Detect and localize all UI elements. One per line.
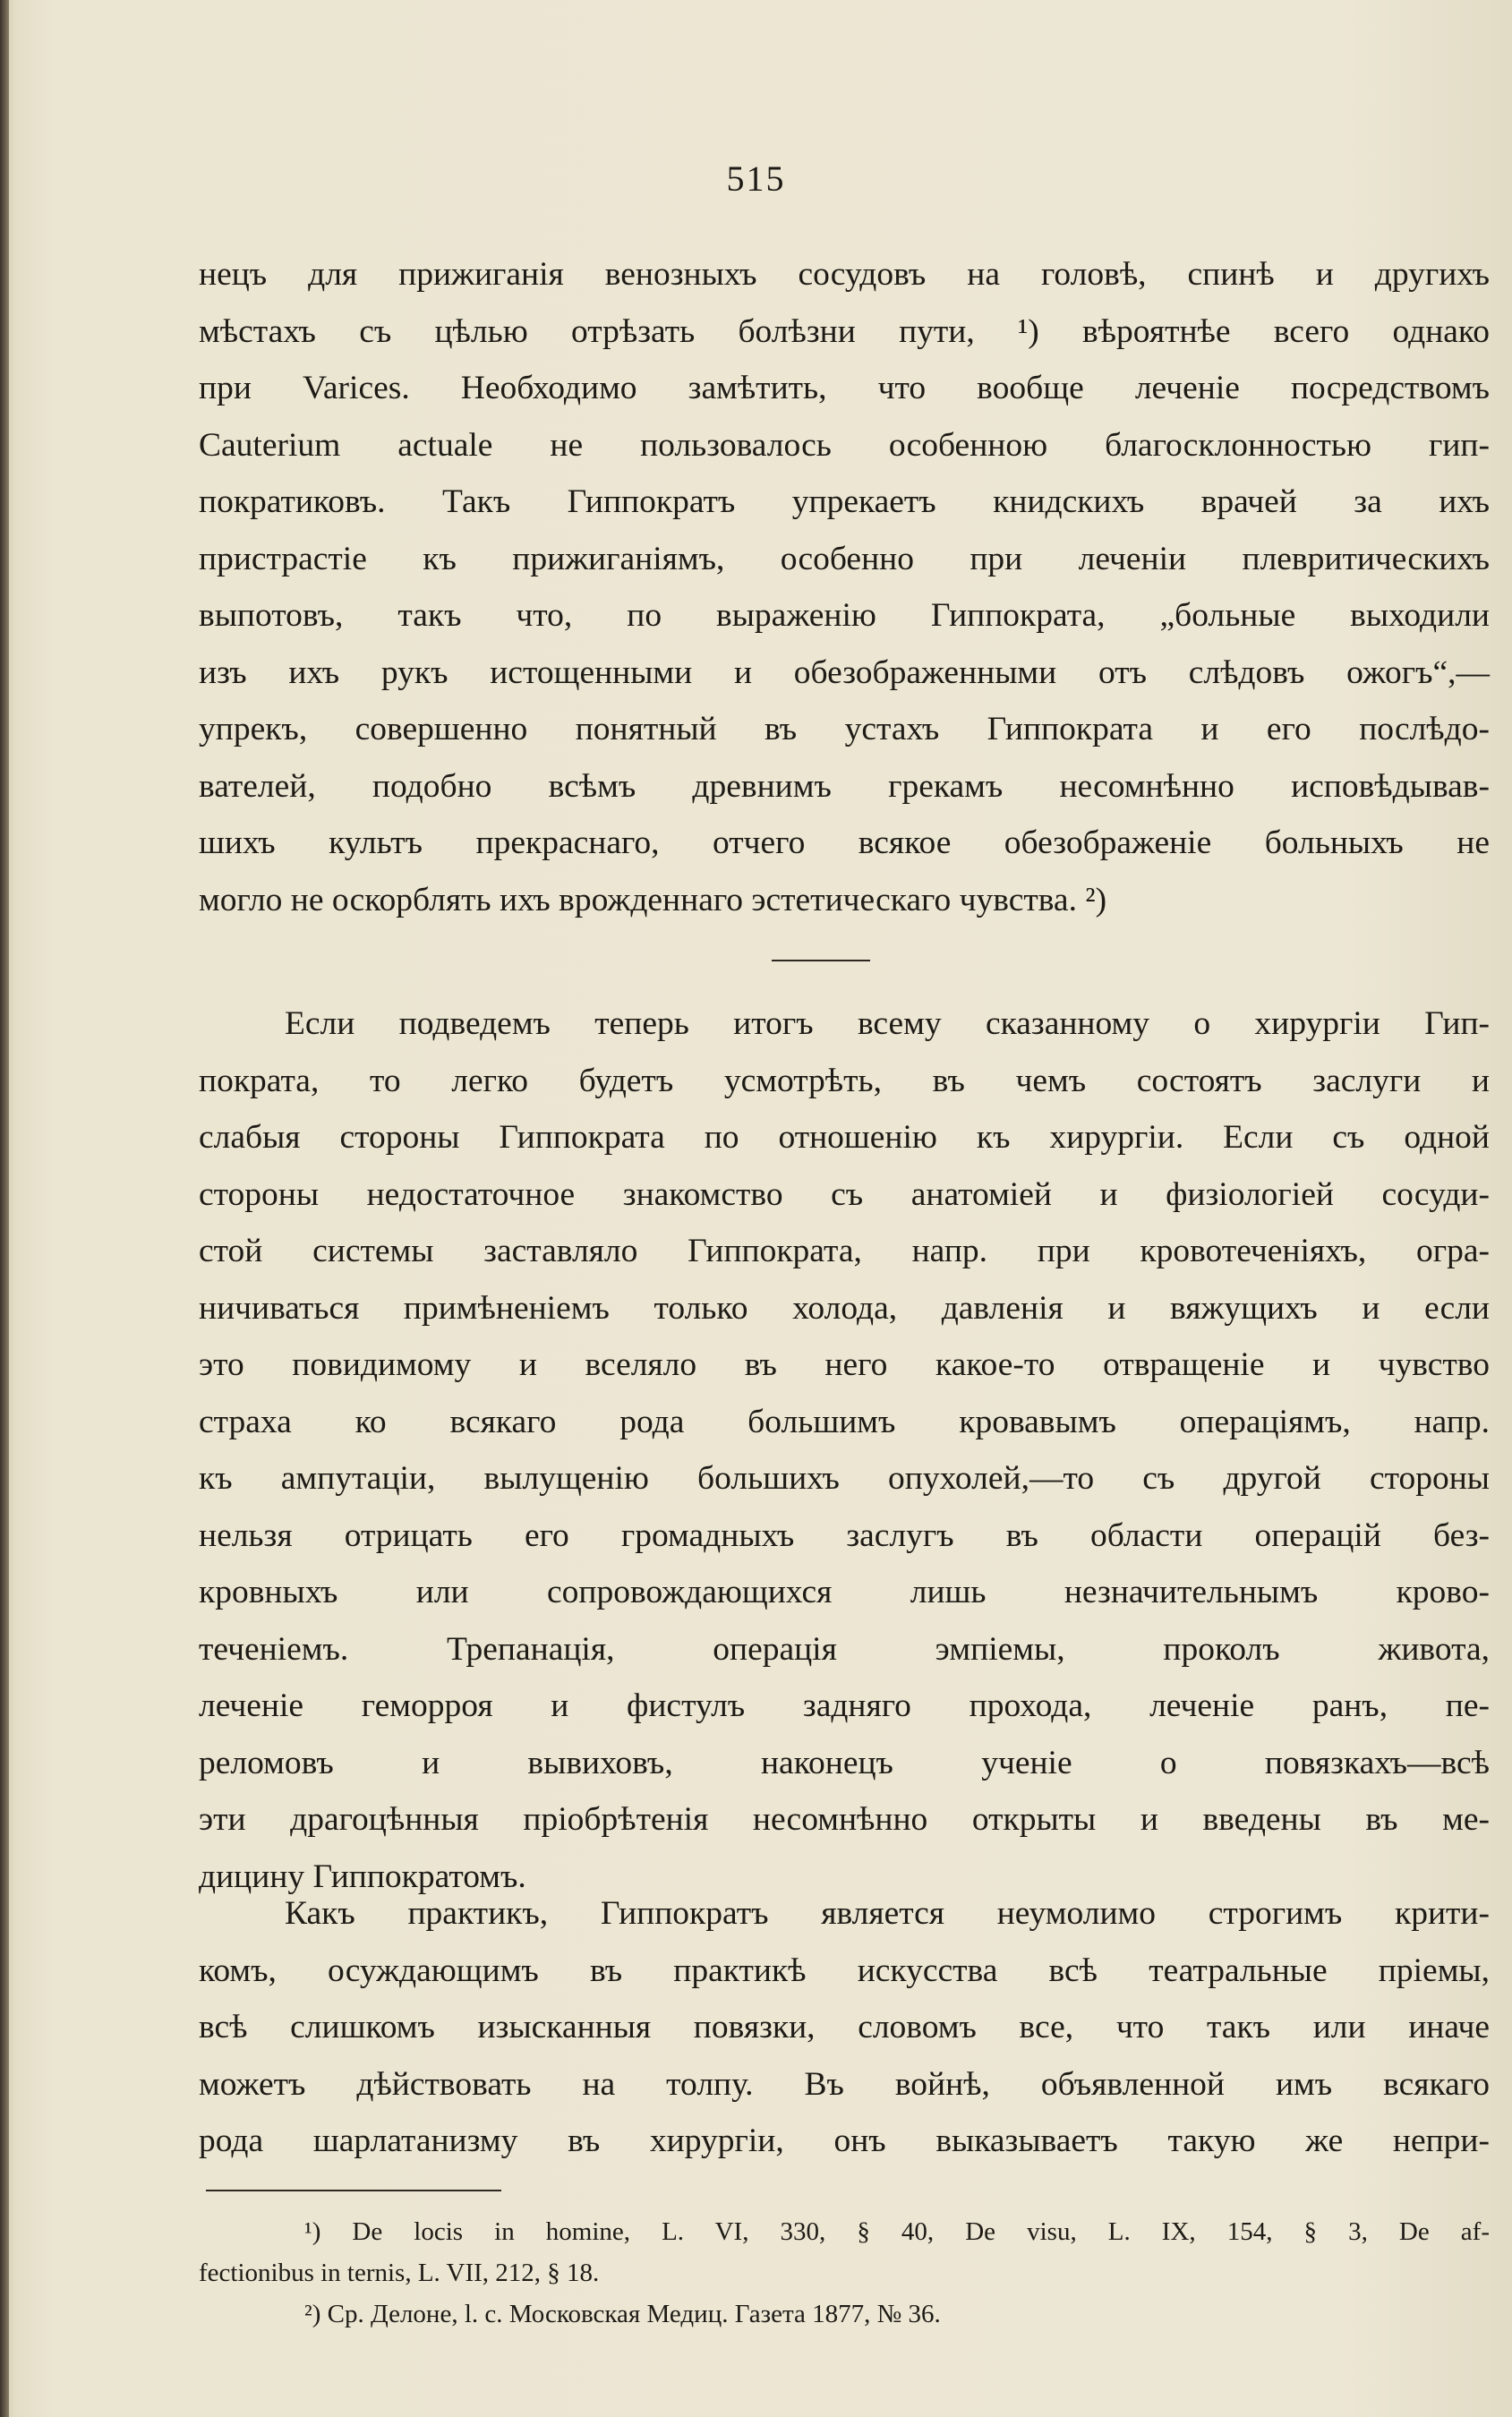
text-line: Если подведемъ теперь итогъ всему сказанному о хирургіи Гип- (285, 1005, 1490, 1042)
text-line: Cauterium actuale не пользовалось особенною благосклонностью гип- (199, 426, 1490, 464)
text-line: эти драгоцѣнныя пріобрѣтенія несомнѣнно открыты и введены въ ме- (199, 1801, 1490, 1838)
text-line: могло не оскорблять ихъ врожденнаго эстетическаго чувства. ²) (199, 881, 1107, 918)
text-line: при Varices. Необходимо замѣтить, что вообще леченіе посредствомъ (199, 370, 1490, 406)
text-line: выпотовъ, такъ что, по выраженію Гиппократа, „больные выходили (199, 597, 1490, 634)
footnote-2: ²) Ср. Делоне, l. c. Московская Медиц. Газета 1877, № 36. (304, 2300, 941, 2328)
text-line: это повидимому и вселяло въ него какое-то отвращеніе и чувство (199, 1346, 1490, 1383)
text-line: всѣ слишкомъ изысканныя повязки, словомъ все, что такъ или иначе (199, 2009, 1490, 2045)
text-line: къ ампутаціи, вылущенію большихъ опухолей,—то съ другой стороны (199, 1460, 1490, 1497)
text-line: комъ, осуждающимъ въ практикѣ искусства всѣ театральные пріемы, (199, 1952, 1490, 1989)
text-line: пократа, то легко будетъ усмотрѣть, въ чемъ состоятъ заслуги и (199, 1062, 1490, 1099)
footnote-1-continuation: fectionibus in ternis, L. VII, 212, § 18. (199, 2259, 600, 2287)
section-divider (772, 960, 870, 961)
text-line: кровныхъ или сопровождающихся лишь незначительнымъ крово- (199, 1574, 1490, 1610)
text-line: рода шарлатанизму въ хирургіи, онъ выказываетъ такую же непри- (199, 2122, 1490, 2159)
text-line: стороны недостаточное знакомство съ анатоміей и физіологіей сосуди- (199, 1175, 1490, 1213)
text-line: реломовъ и вывиховъ, наконецъ ученіе о повязкахъ—всѣ (199, 1744, 1490, 1781)
text-line: ничиваться примѣненіемъ только холода, давленія и вяжущихъ и если (199, 1289, 1490, 1327)
text-line: пократиковъ. Такъ Гиппократъ упрекаетъ книдскихъ врачей за ихъ (199, 483, 1490, 520)
text-line: стой системы заставляло Гиппократа, напр. при кровотеченіяхъ, огра- (199, 1233, 1490, 1269)
paragraph-summary (199, 995, 1490, 1905)
footnotes (199, 2211, 1490, 2335)
footnote-divider (206, 2190, 501, 2191)
footnote-1: ¹) De locis in homine, L. VI, 330, § 40, De visu, L. IX, 154, § 3, De af- (304, 2217, 1490, 2246)
text-line: страха ко всякаго рода большимъ кровавымъ операціямъ, напр. (199, 1403, 1490, 1440)
text-line: нельзя отрицать его громадныхъ заслугъ въ области операцій без- (199, 1516, 1490, 1554)
text-line: мѣстахъ съ цѣлью отрѣзать болѣзни пути, ¹) вѣроятнѣе всего однако (199, 312, 1490, 350)
text-line: упрекъ, совершенно понятный въ устахъ Гиппократа и его послѣдо- (199, 711, 1490, 747)
book-spine-edge (0, 0, 9, 2417)
page-number: 515 (726, 158, 786, 199)
paragraph-cauterium (199, 246, 1490, 928)
text-line: леченіе геморроя и фистулъ задняго прохода, леченіе ранъ, пе- (199, 1687, 1490, 1724)
text-line: слабыя стороны Гиппократа по отношенію къ хирургіи. Если съ одной (199, 1119, 1490, 1156)
text-line: можетъ дѣйствовать на толпу. Въ войнѣ, объявленной имъ всякаго (199, 2065, 1490, 2103)
text-line: Какъ практикъ, Гиппократъ является неумолимо строгимъ крити- (285, 1895, 1490, 1932)
text-line: шихъ культъ прекраснаго, отчего всякое обезображеніе больныхъ не (199, 824, 1490, 861)
text-line: пристрастіе къ прижиганіямъ, особенно при леченіи плевритическихъ (199, 540, 1490, 577)
paragraph-practitioner (199, 1885, 1490, 2170)
text-line: вателей, подобно всѣмъ древнимъ грекамъ несомнѣнно исповѣдывав- (199, 767, 1490, 805)
text-line: дицину Гиппократомъ. (199, 1858, 526, 1895)
text-line: нецъ для прижиганія венозныхъ сосудовъ на головѣ, спинѣ и другихъ (199, 256, 1490, 293)
text-line: изъ ихъ рукъ истощенными и обезображенными отъ слѣдовъ ожогъ“,— (199, 653, 1490, 691)
text-line: теченіемъ. Трепанація, операція эмпіемы, проколъ живота, (199, 1630, 1490, 1668)
